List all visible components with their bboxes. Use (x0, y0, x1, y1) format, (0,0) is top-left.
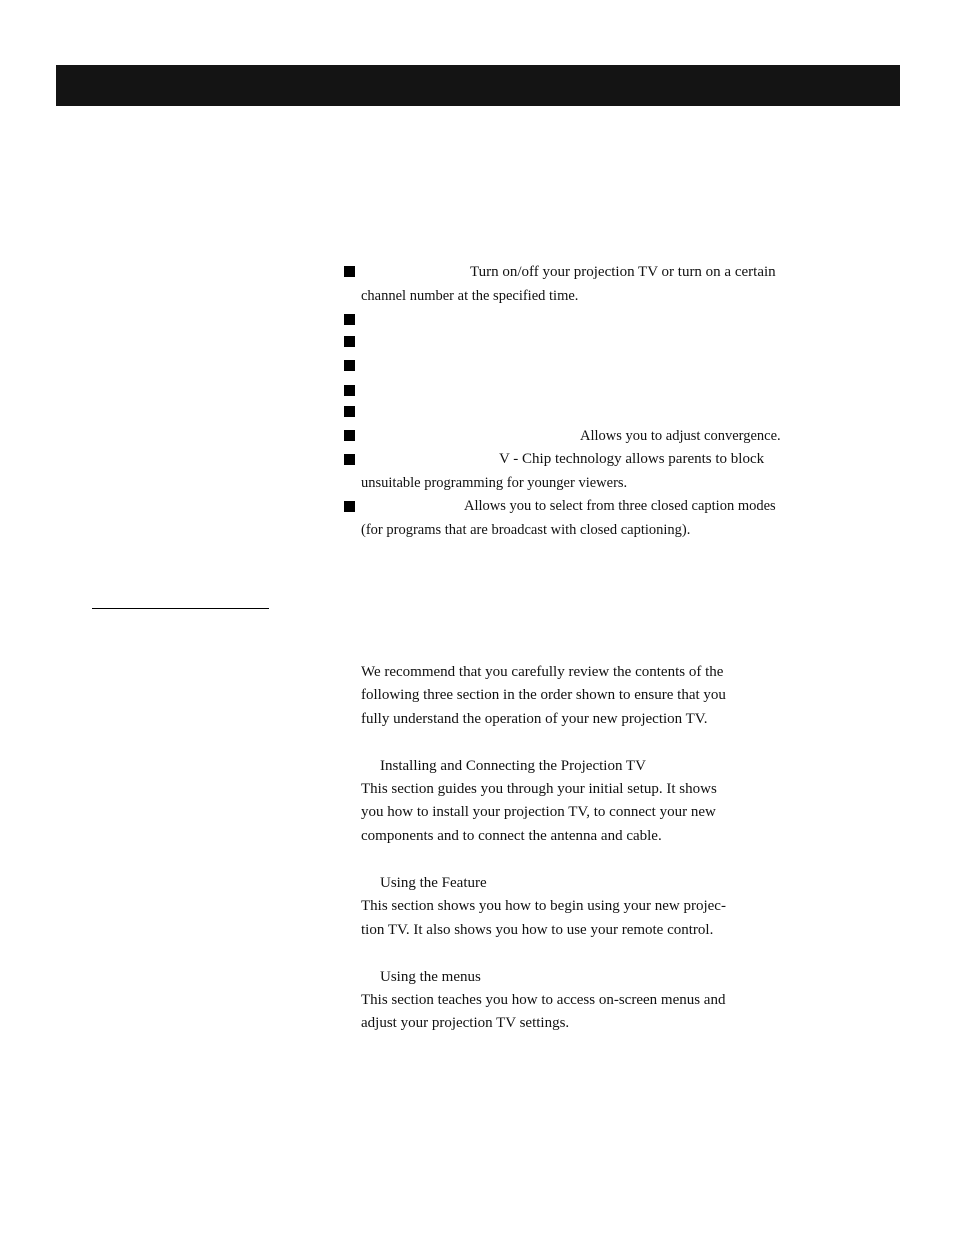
bullet-convergence (344, 430, 355, 441)
vchip-line-2: unsuitable programming for younger viewers. (361, 475, 628, 491)
intro-line-2: following three section in the order shown to ensure that you (361, 687, 726, 703)
section-title-feature: Using the Feature (380, 875, 487, 891)
bullet-5 (344, 385, 355, 396)
bullet-caption (344, 501, 355, 512)
section-3-line-1: This section teaches you how to access on-screen menus and (361, 992, 726, 1008)
bullet-vchip (344, 454, 355, 465)
section-1-line-1: This section guides you through your initial setup. It shows (361, 781, 717, 797)
bullet-3 (344, 336, 355, 347)
vchip-line-1: V - Chip technology allows parents to block (499, 451, 765, 467)
header-bar (56, 65, 900, 106)
section-title-menus: Using the menus (380, 969, 481, 985)
bullet-4 (344, 360, 355, 371)
section-1-line-3: components and to connect the antenna and cable. (361, 828, 662, 844)
timer-line-1: Turn on/off your projection TV or turn on a certain (470, 264, 776, 280)
section-2-line-2: tion TV. It also shows you how to use your remote control. (361, 922, 714, 938)
section-1-line-2: you how to install your projection TV, to connect your new (361, 804, 716, 820)
convergence-text: Allows you to adjust convergence. (580, 428, 781, 444)
bullet-timer (344, 266, 355, 277)
intro-line-3: fully understand the operation of your new projection TV. (361, 711, 708, 727)
timer-line-2: channel number at the specified time. (361, 288, 579, 304)
bullet-2 (344, 314, 355, 325)
bullet-6 (344, 406, 355, 417)
section-2-line-1: This section shows you how to begin using your new projec- (361, 898, 726, 914)
section-rule (92, 608, 269, 609)
caption-line-1: Allows you to select from three closed caption modes (464, 498, 776, 514)
caption-line-2: (for programs that are broadcast with closed captioning). (361, 522, 691, 538)
intro-line-1: We recommend that you carefully review the contents of the (361, 664, 724, 680)
section-3-line-2: adjust your projection TV settings. (361, 1015, 570, 1031)
section-title-installing: Installing and Connecting the Projection TV (380, 758, 646, 774)
